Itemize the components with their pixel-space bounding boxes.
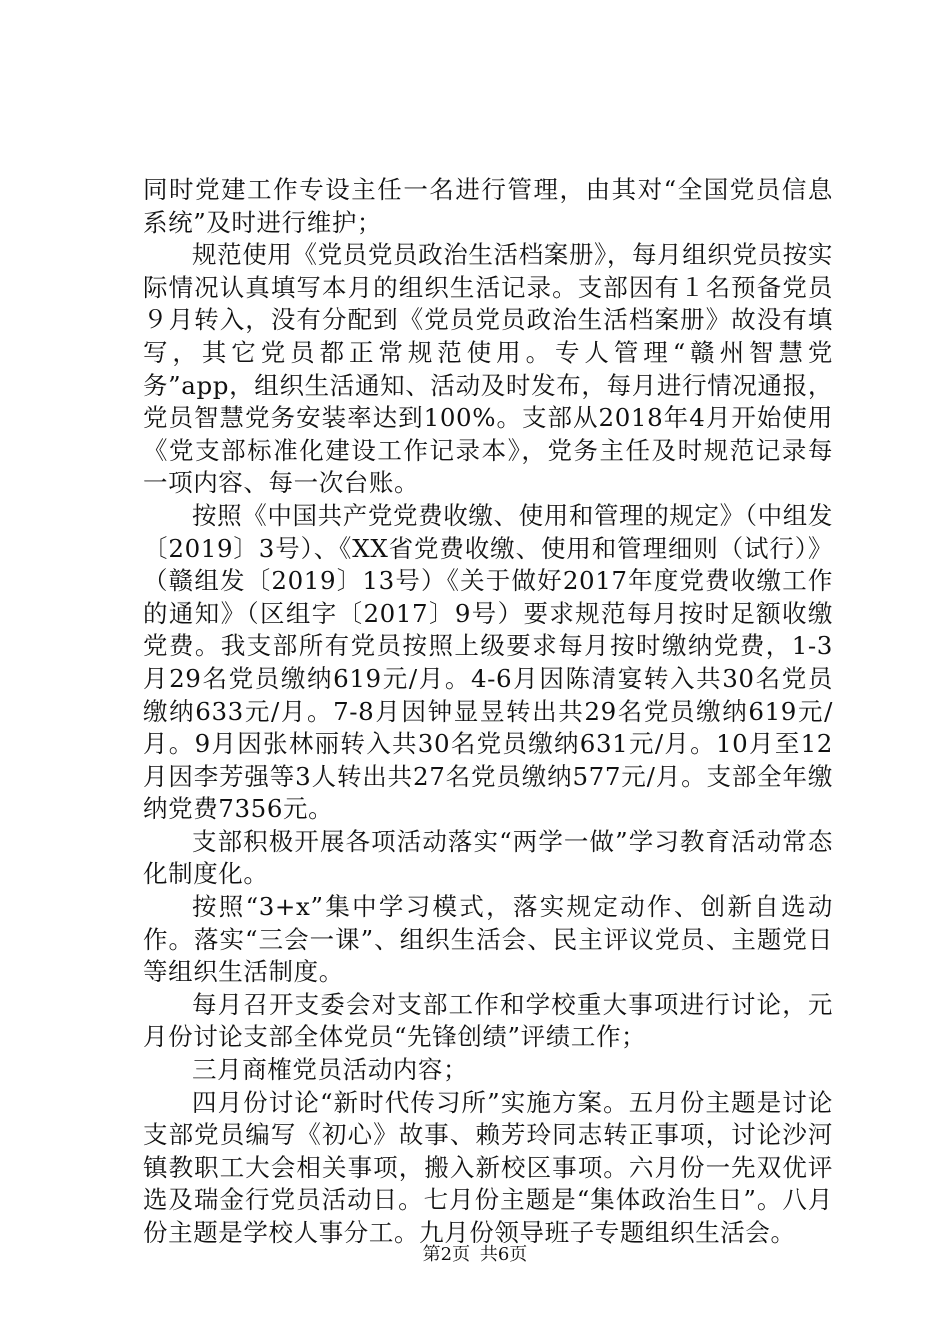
paragraph-4: 支部积极开展各项活动落实“两学一做”学习教育活动常态化制度化。 [143,826,833,889]
paragraph-8: 四月份讨论“新时代传习所”实施方案。五月份主题是讨论支部党员编写《初心》故事、赖芳玲同志转正事项，讨论沙河镇教职工大会相关事项，搬入新校区事项。六月份一先双优评选及瑞金行党员活动日。七月份主题是“集体政治生日”。八月份主题是学校人事分工。九月份领导班子专题组织生活会。 [143,1087,833,1247]
paragraph-6: 每月召开支委会对支部工作和学校重大事项进行讨论，元月份讨论支部全体党员“先锋创绩”评绩工作； [143,989,833,1052]
page-number: 第2页 [422,1244,471,1265]
paragraph-7: 三月商榷党员活动内容； [192,1055,469,1085]
paragraph-2: 规范使用《党员党员政治生活档案册》，每月组织党员按实际情况认真填写本月的组织生活记录。支部因有１名预备党员９月转入，没有分配到《党员党员政治生活档案册》故没有填写，其它党员都正常规范使用。专人管理“赣州智慧党务”app，组织生活通知、活动及时发布，每月进行情况通报，党员智慧党务安装率达到100%。支部从2018年4月开始使用《党支部标准化建设工作记录本》，党务主任及时规范记录每一项内容、每一次台账。 [143,240,833,498]
paragraph-3: 按照《中国共产党党费收缴、使用和管理的规定》（中组发〔2019〕3号）、《XX省党费收缴、使用和管理细则（试行）》（赣组发〔2019〕13号）《关于做好2017年度党费收缴工作的通知》（区组字〔2017〕9号）要求规范每月按时足额收缴党费。我支部所有党员按照上级要求每月按时缴纳党费，1-3月29名党员缴纳619元/月。4-6月因陈清宴转入共30名党员缴纳633元/月。7-8月因钟显昱转出共29名党员缴纳619元/月。9月因张林丽转入共30名党员缴纳631元/月。10月至12月因李芳强等3人转出共27名党员缴纳577元/月。支部全年缴纳党费7356元。 [143,500,833,824]
document-body [143,174,833,1250]
paragraph-5: 按照“3+x”集中学习模式，落实规定动作、创新自选动作。落实“三会一课”、组织生活会、民主评议党员、主题党日等组织生活制度。 [143,892,833,987]
page-total: 共6页 [479,1244,528,1265]
paragraph-1: 同时党建工作专设主任一名进行管理，由其对“全国党员信息系统”及时进行维护； [143,175,833,237]
page-footer [0,1243,950,1267]
